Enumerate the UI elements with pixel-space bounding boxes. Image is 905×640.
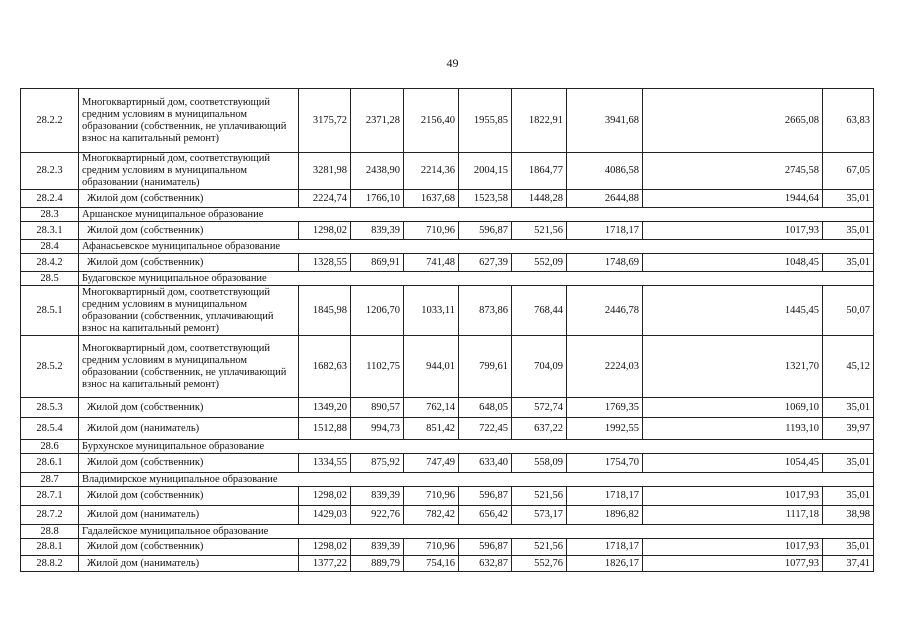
table-row [21, 190, 874, 208]
housing-type: Многоквартирный дом, соответствующий средним условиям в муниципальном образовании (наниматель) [79, 153, 299, 190]
table-row [21, 506, 874, 525]
table-row [21, 222, 874, 240]
row-code: 28.5 [21, 272, 79, 286]
value-cell: 1992,55 [567, 418, 643, 440]
row-code: 28.7.1 [21, 487, 79, 506]
value-cell: 38,98 [823, 506, 874, 525]
value-cell: 37,41 [823, 556, 874, 572]
row-code: 28.2.2 [21, 89, 79, 153]
value-cell: 1321,70 [643, 336, 823, 398]
value-cell: 1718,17 [567, 222, 643, 240]
table-row [21, 254, 874, 272]
value-cell: 648,05 [459, 398, 512, 418]
value-cell: 1048,45 [643, 254, 823, 272]
value-cell: 558,09 [512, 454, 567, 473]
housing-type: Жилой дом (собственник) [79, 454, 299, 473]
value-cell: 521,56 [512, 539, 567, 556]
municipality-name: Владимирское муниципальное образование [79, 473, 874, 487]
group-row [21, 525, 874, 539]
table-row [21, 336, 874, 398]
value-cell: 1077,93 [643, 556, 823, 572]
value-cell: 4086,58 [567, 153, 643, 190]
value-cell: 741,48 [404, 254, 459, 272]
row-code: 28.4.2 [21, 254, 79, 272]
row-code: 28.3 [21, 208, 79, 222]
value-cell: 1033,11 [404, 286, 459, 336]
value-cell: 1448,28 [512, 190, 567, 208]
table-row [21, 454, 874, 473]
row-code: 28.6.1 [21, 454, 79, 473]
value-cell: 2665,08 [643, 89, 823, 153]
value-cell: 63,83 [823, 89, 874, 153]
row-code: 28.2.3 [21, 153, 79, 190]
housing-type: Жилой дом (собственник) [79, 487, 299, 506]
value-cell: 944,01 [404, 336, 459, 398]
value-cell: 35,01 [823, 454, 874, 473]
row-code: 28.8 [21, 525, 79, 539]
value-cell: 768,44 [512, 286, 567, 336]
housing-type: Жилой дом (собственник) [79, 539, 299, 556]
value-cell: 35,01 [823, 254, 874, 272]
value-cell: 35,01 [823, 222, 874, 240]
value-cell: 45,12 [823, 336, 874, 398]
row-code: 28.5.2 [21, 336, 79, 398]
value-cell: 633,40 [459, 454, 512, 473]
housing-type: Жилой дом (собственник) [79, 222, 299, 240]
value-cell: 2224,03 [567, 336, 643, 398]
table-row [21, 487, 874, 506]
value-cell: 1637,68 [404, 190, 459, 208]
value-cell: 710,96 [404, 539, 459, 556]
housing-type: Жилой дом (собственник) [79, 254, 299, 272]
value-cell: 889,79 [351, 556, 404, 572]
value-cell: 596,87 [459, 487, 512, 506]
housing-type: Многоквартирный дом, соответствующий средним условиям в муниципальном образовании (собственник, не уплачивающий взнос на капитальный ремонт) [79, 336, 299, 398]
value-cell: 637,22 [512, 418, 567, 440]
value-cell: 839,39 [351, 487, 404, 506]
table-row [21, 89, 874, 153]
value-cell: 869,91 [351, 254, 404, 272]
table-row [21, 418, 874, 440]
value-cell: 1766,10 [351, 190, 404, 208]
row-code: 28.6 [21, 440, 79, 454]
value-cell: 2644,88 [567, 190, 643, 208]
table-row [21, 286, 874, 336]
value-cell: 39,97 [823, 418, 874, 440]
housing-type: Жилой дом (собственник) [79, 190, 299, 208]
value-cell: 1718,17 [567, 539, 643, 556]
value-cell: 1349,20 [299, 398, 351, 418]
housing-type: Жилой дом (наниматель) [79, 506, 299, 525]
value-cell: 2371,28 [351, 89, 404, 153]
table-row [21, 398, 874, 418]
value-cell: 1822,91 [512, 89, 567, 153]
housing-type: Жилой дом (наниматель) [79, 418, 299, 440]
row-code: 28.3.1 [21, 222, 79, 240]
housing-type: Многоквартирный дом, соответствующий средним условиям в муниципальном образовании (собственник, уплачивающий взнос на капитальный ремонт) [79, 286, 299, 336]
value-cell: 1193,10 [643, 418, 823, 440]
value-cell: 1769,35 [567, 398, 643, 418]
housing-type: Жилой дом (собственник) [79, 398, 299, 418]
housing-type: Жилой дом (наниматель) [79, 556, 299, 572]
group-row [21, 473, 874, 487]
value-cell: 1069,10 [643, 398, 823, 418]
table-body [21, 89, 874, 572]
value-cell: 782,42 [404, 506, 459, 525]
value-cell: 1445,45 [643, 286, 823, 336]
table-row [21, 539, 874, 556]
value-cell: 1377,22 [299, 556, 351, 572]
value-cell: 873,86 [459, 286, 512, 336]
row-code: 28.7.2 [21, 506, 79, 525]
value-cell: 521,56 [512, 222, 567, 240]
group-row [21, 440, 874, 454]
municipality-name: Афанасьевское муниципальное образование [79, 240, 874, 254]
value-cell: 656,42 [459, 506, 512, 525]
value-cell: 762,14 [404, 398, 459, 418]
value-cell: 994,73 [351, 418, 404, 440]
value-cell: 890,57 [351, 398, 404, 418]
value-cell: 1328,55 [299, 254, 351, 272]
municipality-name: Аршанское муниципальное образование [79, 208, 874, 222]
value-cell: 35,01 [823, 539, 874, 556]
value-cell: 1512,88 [299, 418, 351, 440]
value-cell: 632,87 [459, 556, 512, 572]
municipality-name: Будаговское муниципальное образование [79, 272, 874, 286]
value-cell: 596,87 [459, 222, 512, 240]
value-cell: 2214,36 [404, 153, 459, 190]
value-cell: 1298,02 [299, 539, 351, 556]
value-cell: 1017,93 [643, 487, 823, 506]
value-cell: 521,56 [512, 487, 567, 506]
value-cell: 875,92 [351, 454, 404, 473]
housing-type: Многоквартирный дом, соответствующий средним условиям в муниципальном образовании (собственник, не уплачивающий взнос на капитальный ремонт) [79, 89, 299, 153]
value-cell: 552,76 [512, 556, 567, 572]
value-cell: 799,61 [459, 336, 512, 398]
value-cell: 1334,55 [299, 454, 351, 473]
value-cell: 1864,77 [512, 153, 567, 190]
value-cell: 573,17 [512, 506, 567, 525]
row-code: 28.2.4 [21, 190, 79, 208]
value-cell: 2446,78 [567, 286, 643, 336]
row-code: 28.8.1 [21, 539, 79, 556]
value-cell: 3941,68 [567, 89, 643, 153]
row-code: 28.4 [21, 240, 79, 254]
value-cell: 50,07 [823, 286, 874, 336]
value-cell: 1826,17 [567, 556, 643, 572]
value-cell: 1523,58 [459, 190, 512, 208]
value-cell: 1206,70 [351, 286, 404, 336]
value-cell: 1754,70 [567, 454, 643, 473]
table-row [21, 153, 874, 190]
value-cell: 3281,98 [299, 153, 351, 190]
value-cell: 747,49 [404, 454, 459, 473]
row-code: 28.8.2 [21, 556, 79, 572]
table-row [21, 556, 874, 572]
value-cell: 1298,02 [299, 487, 351, 506]
value-cell: 2438,90 [351, 153, 404, 190]
value-cell: 35,01 [823, 487, 874, 506]
municipality-name: Гадалейское муниципальное образование [79, 525, 874, 539]
value-cell: 922,76 [351, 506, 404, 525]
value-cell: 35,01 [823, 398, 874, 418]
value-cell: 35,01 [823, 190, 874, 208]
value-cell: 1845,98 [299, 286, 351, 336]
value-cell: 1298,02 [299, 222, 351, 240]
value-cell: 1944,64 [643, 190, 823, 208]
value-cell: 2156,40 [404, 89, 459, 153]
value-cell: 839,39 [351, 539, 404, 556]
value-cell: 1718,17 [567, 487, 643, 506]
value-cell: 722,45 [459, 418, 512, 440]
group-row [21, 240, 874, 254]
value-cell: 3175,72 [299, 89, 351, 153]
tariff-table [20, 88, 874, 572]
value-cell: 839,39 [351, 222, 404, 240]
value-cell: 1117,18 [643, 506, 823, 525]
value-cell: 67,05 [823, 153, 874, 190]
group-row [21, 272, 874, 286]
value-cell: 1955,85 [459, 89, 512, 153]
value-cell: 1429,03 [299, 506, 351, 525]
value-cell: 552,09 [512, 254, 567, 272]
group-row [21, 208, 874, 222]
value-cell: 1896,82 [567, 506, 643, 525]
value-cell: 710,96 [404, 487, 459, 506]
value-cell: 1017,93 [643, 222, 823, 240]
value-cell: 2224,74 [299, 190, 351, 208]
value-cell: 2745,58 [643, 153, 823, 190]
municipality-name: Бурхунское муниципальное образование [79, 440, 874, 454]
value-cell: 754,16 [404, 556, 459, 572]
value-cell: 704,09 [512, 336, 567, 398]
row-code: 28.5.1 [21, 286, 79, 336]
value-cell: 2004,15 [459, 153, 512, 190]
value-cell: 1017,93 [643, 539, 823, 556]
value-cell: 1102,75 [351, 336, 404, 398]
value-cell: 596,87 [459, 539, 512, 556]
row-code: 28.5.3 [21, 398, 79, 418]
value-cell: 710,96 [404, 222, 459, 240]
row-code: 28.5.4 [21, 418, 79, 440]
row-code: 28.7 [21, 473, 79, 487]
value-cell: 627,39 [459, 254, 512, 272]
value-cell: 572,74 [512, 398, 567, 418]
value-cell: 1054,45 [643, 454, 823, 473]
value-cell: 1682,63 [299, 336, 351, 398]
value-cell: 1748,69 [567, 254, 643, 272]
value-cell: 851,42 [404, 418, 459, 440]
page-number: 49 [446, 56, 459, 70]
